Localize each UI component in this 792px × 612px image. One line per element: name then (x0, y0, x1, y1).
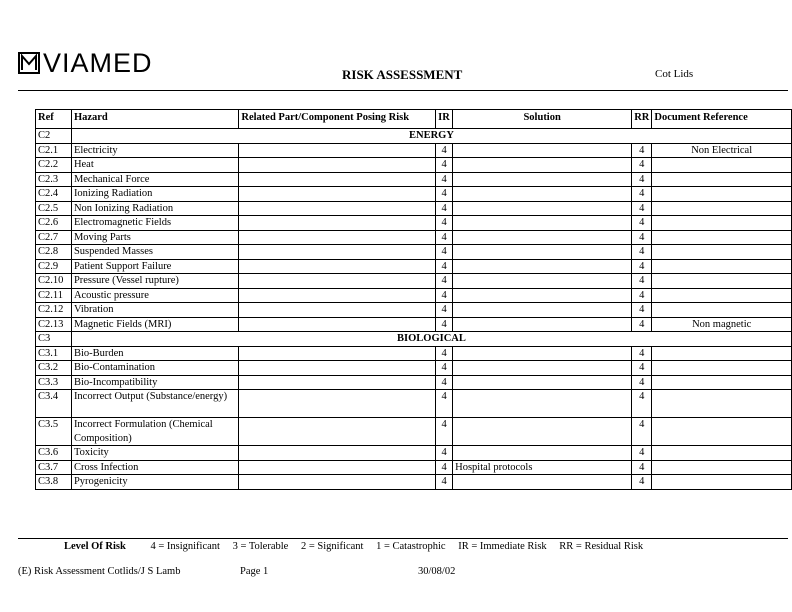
table-header-row (36, 110, 792, 129)
table-row (36, 460, 792, 475)
cell-doc-ref (652, 245, 792, 260)
cell-solution (453, 201, 632, 216)
cell-hazard: Heat (71, 158, 238, 173)
cell-hazard: Magnetic Fields (MRI) (71, 317, 238, 332)
cell-solution (453, 446, 632, 461)
cell-solution (453, 375, 632, 390)
cell-ref: C3.7 (36, 460, 72, 475)
cell-solution (453, 143, 632, 158)
logo-mark-icon (18, 52, 40, 74)
cell-rr: 4 (632, 216, 652, 231)
cell-doc-ref (652, 361, 792, 376)
legend-item: 3 = Tolerable (232, 541, 289, 552)
document-title: RISK ASSESSMENT (342, 67, 463, 82)
cell-part (239, 418, 436, 446)
cell-ref: C3.5 (36, 418, 72, 446)
cell-ir: 4 (436, 288, 453, 303)
cell-ref: C2.9 (36, 259, 72, 274)
cell-solution (453, 187, 632, 202)
cell-solution (453, 346, 632, 361)
cell-hazard: Electromagnetic Fields (71, 216, 238, 231)
cell-rr: 4 (632, 187, 652, 202)
footer-filename: (E) Risk Assessment Cotlids/J S Lamb (18, 566, 181, 577)
legend-item: 4 = Insignificant (150, 541, 220, 552)
cell-part (239, 158, 436, 173)
cell-hazard: Incorrect Formulation (Chemical Composition) (71, 418, 238, 446)
table-row (36, 418, 792, 446)
cell-ir: 4 (436, 245, 453, 260)
column-header-rr: RR (632, 110, 652, 129)
column-header-hazard: Hazard (71, 110, 238, 129)
cell-part (239, 446, 436, 461)
cell-ir: 4 (436, 143, 453, 158)
cell-hazard: Toxicity (71, 446, 238, 461)
cell-doc-ref (652, 446, 792, 461)
cell-ref: C3.6 (36, 446, 72, 461)
table-row (36, 172, 792, 187)
cell-rr: 4 (632, 361, 652, 376)
table-row (36, 274, 792, 289)
table-row (36, 475, 792, 490)
cell-doc-ref (652, 187, 792, 202)
table-row (36, 446, 792, 461)
legend-item: 2 = Significant (300, 541, 364, 552)
cell-hazard: Ionizing Radiation (71, 187, 238, 202)
table-row (36, 303, 792, 318)
legend-item: RR = Residual Risk (559, 541, 644, 552)
cell-part (239, 172, 436, 187)
cell-hazard: Bio-Incompatibility (71, 375, 238, 390)
cell-ref: C3.4 (36, 390, 72, 418)
cell-rr: 4 (632, 288, 652, 303)
cell-hazard: Vibration (71, 303, 238, 318)
cell-hazard: Non Ionizing Radiation (71, 201, 238, 216)
cell-doc-ref: Non magnetic (652, 317, 792, 332)
cell-hazard: Pressure (Vessel rupture) (71, 274, 238, 289)
section-label: BIOLOGICAL (71, 332, 791, 347)
cell-part (239, 475, 436, 490)
cell-ir: 4 (436, 259, 453, 274)
section-label: ENERGY (71, 129, 791, 144)
cell-ref: C2.7 (36, 230, 72, 245)
table-row (36, 230, 792, 245)
cell-solution (453, 245, 632, 260)
cell-hazard: Pyrogenicity (71, 475, 238, 490)
cell-hazard: Patient Support Failure (71, 259, 238, 274)
legend-divider (18, 538, 788, 539)
cell-doc-ref (652, 259, 792, 274)
section-ref: C2 (36, 129, 72, 144)
cell-doc-ref (652, 288, 792, 303)
cell-ref: C3.2 (36, 361, 72, 376)
cell-solution (453, 390, 632, 418)
cell-ir: 4 (436, 460, 453, 475)
cell-hazard: Electricity (71, 143, 238, 158)
section-row (36, 129, 792, 144)
table-row (36, 390, 792, 418)
cell-ref: C2.3 (36, 172, 72, 187)
risk-legend (64, 541, 653, 552)
column-header-ref: Ref (36, 110, 72, 129)
column-header-part: Related Part/Component Posing Risk (239, 110, 436, 129)
cell-ir: 4 (436, 201, 453, 216)
cell-solution (453, 158, 632, 173)
cell-doc-ref (652, 230, 792, 245)
cell-solution (453, 274, 632, 289)
viamed-logo (18, 48, 153, 78)
cell-part (239, 460, 436, 475)
cell-part (239, 288, 436, 303)
cell-ir: 4 (436, 303, 453, 318)
cell-ref: C2.5 (36, 201, 72, 216)
table-row (36, 346, 792, 361)
cell-doc-ref (652, 418, 792, 446)
cell-part (239, 375, 436, 390)
cell-rr: 4 (632, 346, 652, 361)
cell-doc-ref (652, 390, 792, 418)
logo-text: VIAMED (43, 48, 153, 78)
section-ref: C3 (36, 332, 72, 347)
footer-page: Page 1 (240, 566, 269, 577)
cell-ir: 4 (436, 475, 453, 490)
cell-rr: 4 (632, 245, 652, 260)
footer-date: 30/08/02 (418, 566, 456, 577)
cell-rr: 4 (632, 201, 652, 216)
legend-title: Level Of Risk (64, 541, 126, 552)
cell-rr: 4 (632, 475, 652, 490)
cell-ir: 4 (436, 216, 453, 231)
cell-solution (453, 303, 632, 318)
cell-part (239, 143, 436, 158)
cell-part (239, 274, 436, 289)
cell-ir: 4 (436, 418, 453, 446)
cell-ref: C2.2 (36, 158, 72, 173)
cell-ir: 4 (436, 361, 453, 376)
cell-ref: C3.3 (36, 375, 72, 390)
cell-rr: 4 (632, 274, 652, 289)
cell-ref: C2.1 (36, 143, 72, 158)
cell-hazard: Mechanical Force (71, 172, 238, 187)
cell-ir: 4 (436, 187, 453, 202)
cell-doc-ref (652, 216, 792, 231)
cell-ir: 4 (436, 230, 453, 245)
cell-solution (453, 259, 632, 274)
column-header-doc-ref: Document Reference (652, 110, 792, 129)
cell-solution (453, 288, 632, 303)
table-row (36, 216, 792, 231)
cell-hazard: Cross Infection (71, 460, 238, 475)
cell-ir: 4 (436, 317, 453, 332)
cell-ref: C3.1 (36, 346, 72, 361)
cell-solution (453, 172, 632, 187)
cell-part (239, 303, 436, 318)
cell-rr: 4 (632, 230, 652, 245)
cell-part (239, 230, 436, 245)
cell-rr: 4 (632, 375, 652, 390)
risk-table (35, 109, 792, 490)
cell-hazard: Moving Parts (71, 230, 238, 245)
cell-doc-ref (652, 201, 792, 216)
cell-part (239, 216, 436, 231)
cell-rr: 4 (632, 158, 652, 173)
cell-rr: 4 (632, 259, 652, 274)
cell-ir: 4 (436, 172, 453, 187)
cell-part (239, 201, 436, 216)
product-name: Cot Lids (655, 68, 694, 80)
cell-doc-ref (652, 274, 792, 289)
legend-item: 1 = Catastrophic (376, 541, 446, 552)
cell-ref: C2.11 (36, 288, 72, 303)
risk-table-body (36, 129, 792, 490)
cell-part (239, 390, 436, 418)
column-header-solution: Solution (453, 110, 632, 129)
cell-doc-ref (652, 460, 792, 475)
cell-doc-ref (652, 346, 792, 361)
cell-ref: C3.8 (36, 475, 72, 490)
cell-part (239, 259, 436, 274)
cell-solution: Hospital protocols (453, 460, 632, 475)
table-row (36, 288, 792, 303)
cell-rr: 4 (632, 460, 652, 475)
cell-doc-ref (652, 375, 792, 390)
cell-solution (453, 230, 632, 245)
cell-doc-ref (652, 172, 792, 187)
cell-doc-ref (652, 158, 792, 173)
cell-doc-ref (652, 303, 792, 318)
cell-ref: C2.4 (36, 187, 72, 202)
cell-rr: 4 (632, 172, 652, 187)
table-row (36, 187, 792, 202)
cell-part (239, 245, 436, 260)
cell-ir: 4 (436, 158, 453, 173)
cell-doc-ref (652, 475, 792, 490)
cell-ref: C2.10 (36, 274, 72, 289)
table-row (36, 245, 792, 260)
cell-solution (453, 317, 632, 332)
cell-rr: 4 (632, 303, 652, 318)
table-row (36, 201, 792, 216)
cell-hazard: Acoustic pressure (71, 288, 238, 303)
cell-rr: 4 (632, 446, 652, 461)
cell-rr: 4 (632, 390, 652, 418)
cell-solution (453, 475, 632, 490)
cell-ir: 4 (436, 274, 453, 289)
cell-hazard: Suspended Masses (71, 245, 238, 260)
cell-rr: 4 (632, 143, 652, 158)
legend-item: IR = Immediate Risk (458, 541, 547, 552)
cell-ir: 4 (436, 375, 453, 390)
cell-hazard: Bio-Contamination (71, 361, 238, 376)
cell-hazard: Bio-Burden (71, 346, 238, 361)
table-row (36, 361, 792, 376)
cell-part (239, 361, 436, 376)
header-divider (18, 90, 788, 91)
cell-part (239, 187, 436, 202)
cell-solution (453, 216, 632, 231)
cell-ir: 4 (436, 446, 453, 461)
table-row (36, 259, 792, 274)
cell-ref: C2.13 (36, 317, 72, 332)
column-header-ir: IR (436, 110, 453, 129)
cell-doc-ref: Non Electrical (652, 143, 792, 158)
cell-ref: C2.12 (36, 303, 72, 318)
risk-table-container (35, 109, 792, 490)
cell-hazard: Incorrect Output (Substance/energy) (71, 390, 238, 418)
table-row (36, 158, 792, 173)
cell-part (239, 346, 436, 361)
table-row (36, 143, 792, 158)
cell-solution (453, 418, 632, 446)
table-row (36, 375, 792, 390)
section-row (36, 332, 792, 347)
cell-ref: C2.8 (36, 245, 72, 260)
cell-ir: 4 (436, 390, 453, 418)
cell-rr: 4 (632, 317, 652, 332)
cell-ref: C2.6 (36, 216, 72, 231)
cell-solution (453, 361, 632, 376)
cell-rr: 4 (632, 418, 652, 446)
table-row (36, 317, 792, 332)
cell-part (239, 317, 436, 332)
cell-ir: 4 (436, 346, 453, 361)
